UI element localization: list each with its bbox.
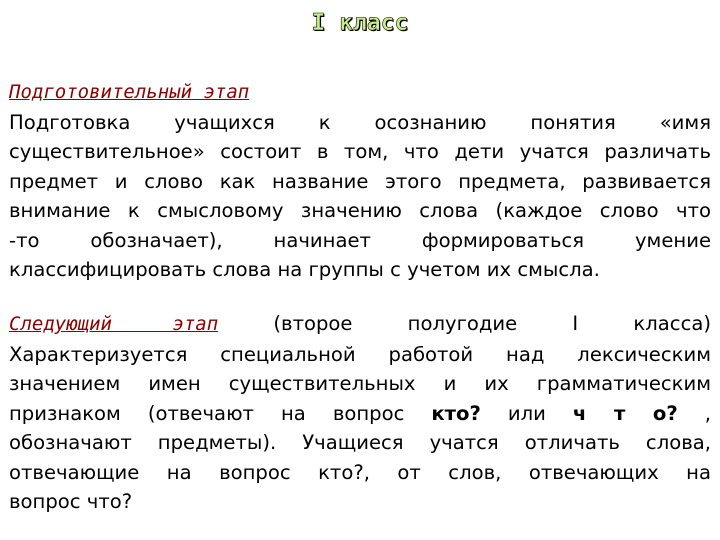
paragraph-line: классифицировать слова на группы с учетом их смысла. xyxy=(9,258,600,281)
paragraph-line: вопрос что? xyxy=(9,490,133,513)
text-segment: признаком (отвечают на вопрос xyxy=(9,401,432,425)
heading-text: Следующий этап xyxy=(9,313,219,335)
section-preparatory xyxy=(9,77,711,285)
bold-question: ч т о? xyxy=(572,401,678,425)
paragraph-line: значением имен существительных и их грамматическим xyxy=(9,372,711,395)
heading-rest: (второе полугодие I класса) xyxy=(273,312,711,335)
paragraph-line: обозначают предметы). Учащиеся учатся отличать слова, xyxy=(9,431,711,454)
text-segment: или xyxy=(480,401,573,425)
paragraph-line: -то обозначает), начинает формироваться умение xyxy=(9,228,711,252)
paragraph-line: внимание к смысловому значению слова (каждое слово что xyxy=(9,199,711,222)
text-segment: , xyxy=(677,401,711,425)
bold-question: кто? xyxy=(431,401,481,425)
section-next xyxy=(9,309,711,517)
paragraph-line: предмет и слово как название этого предмета, развивается xyxy=(9,169,711,193)
paragraph-line: Подготовка учащихся к осознанию понятия «имя xyxy=(9,110,711,134)
paragraph-line: Характеризуется специальной работой над лексическим xyxy=(9,342,711,366)
heading-text: Подготовительный этап xyxy=(9,81,250,103)
page-title: I класс xyxy=(311,10,409,36)
paragraph-line xyxy=(9,399,711,429)
paragraph-line: отвечающие на вопрос кто?, от слов, отвечающих на xyxy=(9,460,711,484)
paragraph-line: существительное» состоит в том, что дети учатся различать xyxy=(9,140,711,163)
section-heading-next xyxy=(9,309,711,340)
section-heading-preparatory xyxy=(9,77,711,108)
